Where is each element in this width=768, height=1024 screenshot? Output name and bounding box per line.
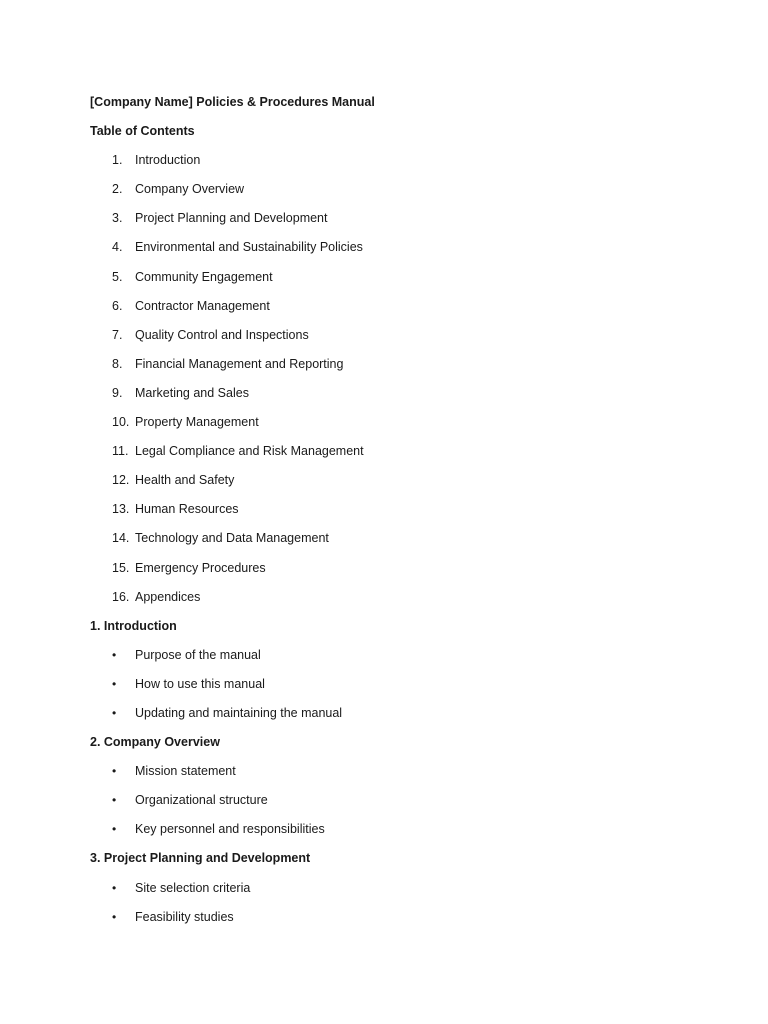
toc-number: 1. — [112, 153, 123, 168]
toc-number: 15. — [112, 560, 130, 575]
section-project-planning — [90, 847, 768, 934]
toc-number: 11. — [112, 444, 129, 459]
toc-item — [90, 149, 768, 178]
toc-label: Contractor Management — [135, 298, 270, 313]
bullet-text: Key personnel and responsibilities — [135, 822, 325, 837]
toc-label: Appendices — [135, 589, 201, 604]
toc-number: 4. — [112, 240, 123, 255]
bullet-text: Site selection criteria — [135, 880, 251, 895]
bullet-text: Purpose of the manual — [135, 647, 261, 662]
bullet-text: How to use this manual — [135, 676, 265, 691]
toc-label: Health and Safety — [135, 473, 235, 488]
bullet-item — [90, 877, 768, 906]
toc-list — [90, 149, 768, 615]
section-heading: 3. Project Planning and Development — [90, 851, 311, 866]
toc-item — [90, 527, 768, 556]
bullet-icon: • — [112, 793, 117, 808]
toc-item — [90, 266, 768, 295]
toc-item — [90, 557, 768, 586]
section-heading: 2. Company Overview — [90, 735, 220, 750]
toc-number: 2. — [112, 182, 123, 197]
section-heading: 1. Introduction — [90, 618, 177, 633]
toc-item — [90, 295, 768, 324]
bullet-item — [90, 818, 768, 847]
toc-item — [90, 353, 768, 382]
bullet-item — [90, 906, 768, 935]
toc-label: Community Engagement — [135, 269, 273, 284]
bullet-icon: • — [112, 880, 117, 895]
toc-label: Human Resources — [135, 502, 239, 517]
bullet-item — [90, 760, 768, 789]
toc-label: Environmental and Sustainability Policies — [135, 240, 363, 255]
toc-number: 7. — [112, 327, 123, 342]
toc-heading: Table of Contents — [90, 124, 195, 139]
toc-number: 16. — [112, 589, 130, 604]
toc-item — [90, 469, 768, 498]
bullet-icon: • — [112, 676, 117, 691]
toc-item — [90, 207, 768, 236]
toc-item — [90, 324, 768, 353]
bullet-text: Feasibility studies — [135, 909, 234, 924]
toc-number: 6. — [112, 298, 123, 313]
bullet-item — [90, 789, 768, 818]
bullet-icon: • — [112, 764, 117, 779]
document-title: [Company Name] Policies & Procedures Manual — [90, 95, 375, 109]
bullet-item — [90, 673, 768, 702]
toc-item — [90, 236, 768, 265]
toc-label: Emergency Procedures — [135, 560, 266, 575]
bullet-text: Mission statement — [135, 764, 236, 779]
toc-label: Company Overview — [135, 182, 245, 197]
bullet-text: Updating and maintaining the manual — [135, 705, 343, 720]
toc-number: 8. — [112, 356, 123, 371]
toc-number: 3. — [112, 211, 123, 226]
toc-number: 10. — [112, 415, 130, 430]
toc-number: 9. — [112, 385, 123, 400]
toc-item — [90, 440, 768, 469]
toc-item — [90, 498, 768, 527]
section-introduction — [90, 615, 768, 731]
toc-label: Quality Control and Inspections — [135, 327, 309, 342]
bullet-icon: • — [112, 647, 117, 662]
bullet-icon: • — [112, 705, 117, 720]
toc-number: 13. — [112, 502, 130, 517]
bullet-icon: • — [112, 909, 117, 924]
toc-number: 14. — [112, 531, 130, 546]
toc-label: Property Management — [135, 415, 259, 430]
toc-number: 5. — [112, 269, 123, 284]
section-company-overview — [90, 731, 768, 847]
toc-label: Marketing and Sales — [135, 385, 249, 400]
toc-label: Introduction — [135, 153, 201, 168]
toc-label: Technology and Data Management — [135, 531, 329, 546]
toc-item — [90, 411, 768, 440]
bullet-text: Organizational structure — [135, 793, 268, 808]
toc-item — [90, 586, 768, 615]
bullet-item — [90, 702, 768, 731]
bullet-item — [90, 644, 768, 673]
toc-label: Project Planning and Development — [135, 211, 328, 226]
toc-label: Legal Compliance and Risk Management — [135, 444, 364, 459]
toc-number: 12. — [112, 473, 130, 488]
toc-label: Financial Management and Reporting — [135, 356, 344, 371]
toc-item — [90, 178, 768, 207]
bullet-icon: • — [112, 822, 117, 837]
toc-item — [90, 382, 768, 411]
